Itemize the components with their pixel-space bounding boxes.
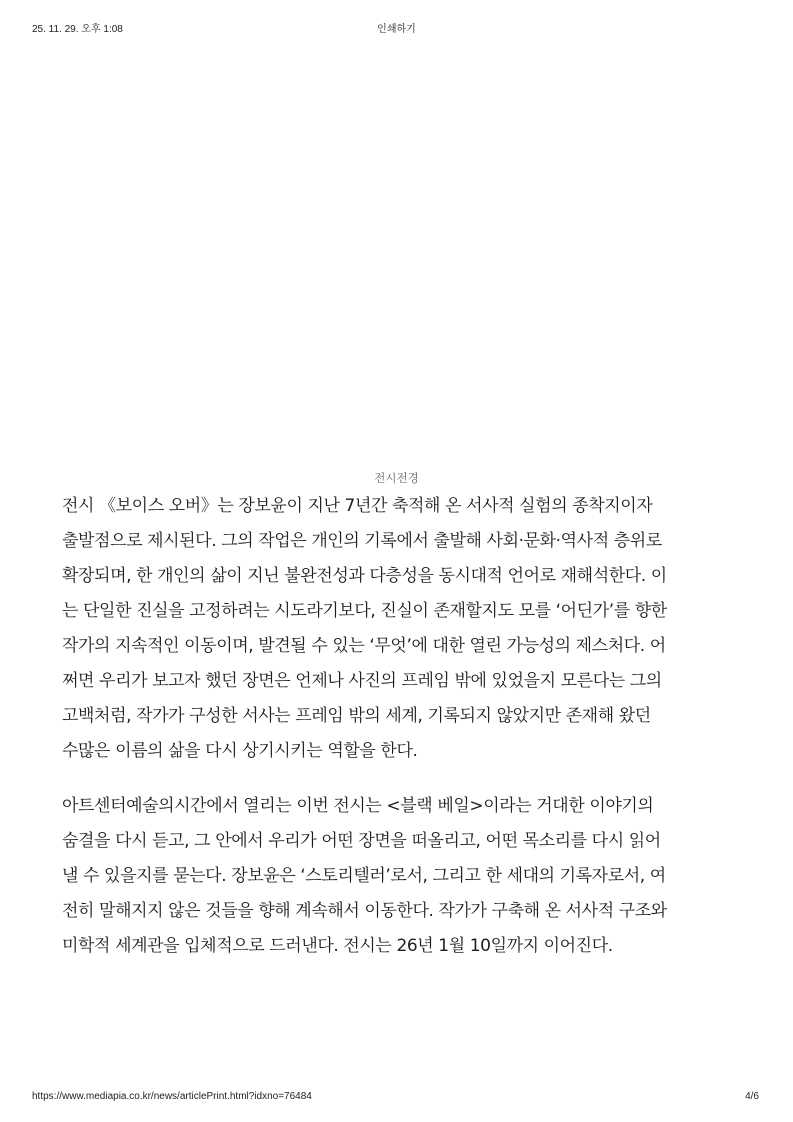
paragraph-line: 확장되며, 한 개인의 삶이 지닌 불완전성과 다층성을 동시대적 언어로 재해석한다. 이 [62, 566, 667, 586]
paragraph-line: 전히 말해지지 않은 것들을 향해 계속해서 이동한다. 작가가 구축해 온 서사적 구조와 [62, 901, 667, 921]
paragraph-line: 전시 《보이스 오버》는 장보윤이 지난 7년간 축적해 온 서사적 실험의 종착지이자 [62, 496, 653, 516]
paragraph-line: 수많은 이름의 삶을 다시 상기시키는 역할을 한다. [62, 741, 418, 761]
paragraph-line: 는 단일한 진실을 고정하려는 시도라기보다, 진실이 존재할지도 모를 ‘어딘가’를 향한 [62, 601, 667, 621]
article-body [62, 489, 734, 984]
print-footer [32, 1091, 761, 1105]
print-header [32, 20, 761, 36]
print-date: 25. 11. 29. 오후 1:08 [32, 24, 123, 35]
paragraph-line: 고백처럼, 작가가 구성한 서사는 프레임 밖의 세계, 기록되지 않았지만 존재해 왔던 [62, 706, 651, 726]
page-number: 4/6 [745, 1091, 759, 1102]
paragraph-line: 작가의 지속적인 이동이며, 발견될 수 있는 ‘무엇’에 대한 열린 가능성의 제스처다. 어 [62, 636, 666, 656]
page-url: https://www.mediapia.co.kr/news/articlePrint.html?idxno=76484 [32, 1091, 312, 1102]
paragraph-line: 아트센터예술의시간에서 열리는 이번 전시는 <블랙 베일>이라는 거대한 이야기의 [62, 796, 654, 816]
print-title: 인쇄하기 [377, 24, 416, 35]
photo-caption: 전시전경 [374, 471, 419, 485]
article-paragraph-2 [62, 789, 734, 964]
exhibition-photo [62, 50, 732, 460]
article-paragraph-1 [62, 489, 734, 769]
paragraph-line: 쩌면 우리가 보고자 했던 장면은 언제나 사진의 프레임 밖에 있었을지 모른다는 그의 [62, 671, 662, 691]
paragraph-line: 낼 수 있을지를 묻는다. 장보윤은 ‘스토리텔러’로서, 그리고 한 세대의 기록자로서, 여 [62, 866, 666, 886]
paragraph-line: 숨결을 다시 듣고, 그 안에서 우리가 어떤 장면을 떠올리고, 어떤 목소리를 다시 읽어 [62, 831, 661, 851]
paragraph-line: 미학적 세계관을 입체적으로 드러낸다. 전시는 26년 1월 10일까지 이어진다. [62, 936, 613, 956]
paragraph-line: 출발점으로 제시된다. 그의 작업은 개인의 기록에서 출발해 사회·문화·역사적 층위로 [62, 531, 662, 551]
